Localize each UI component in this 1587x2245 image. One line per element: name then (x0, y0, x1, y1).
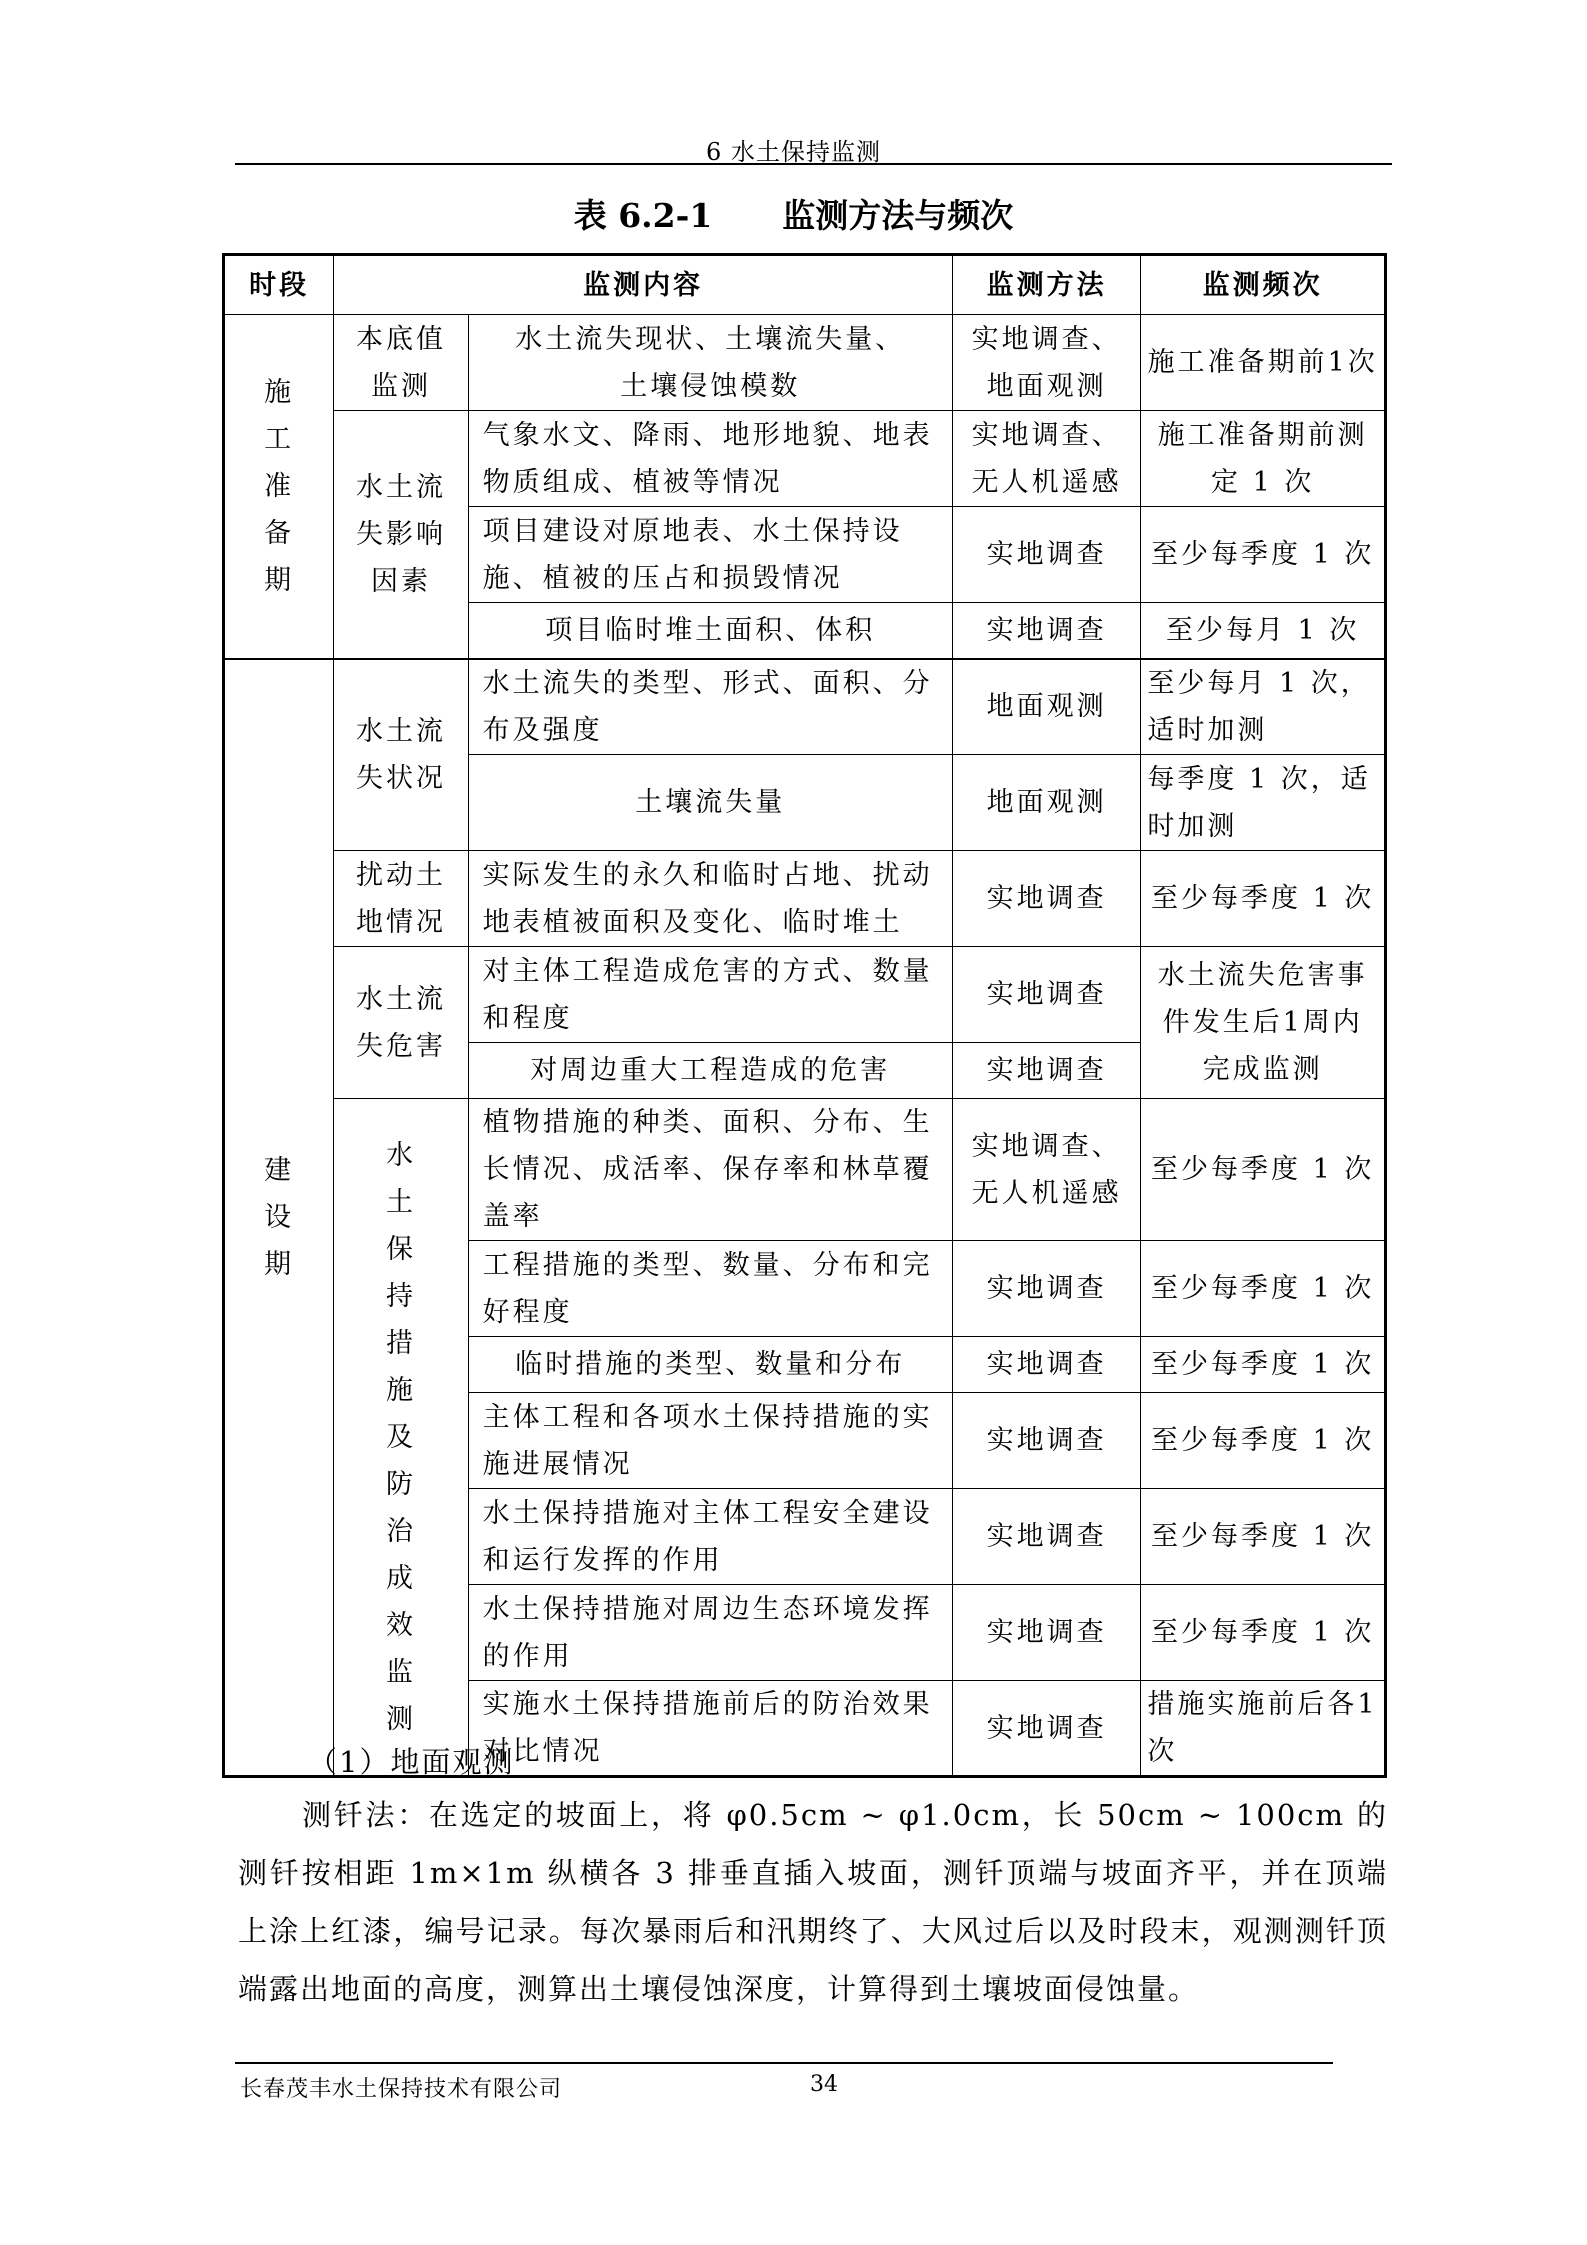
footer-divider (235, 2062, 1333, 2064)
content-cell: 实施水土保持措施前后的防治效果对比情况 (468, 1681, 952, 1777)
header-frequency: 监测频次 (1141, 255, 1386, 315)
category-disturbance: 扰动土地情况 (334, 851, 468, 947)
table-row (224, 1099, 1386, 1241)
frequency-cell: 至少每月 1 次，适时加测 (1141, 659, 1386, 755)
header-content: 监测内容 (334, 255, 953, 315)
category-measures: 水土保持措施及防治成效监测 (334, 1099, 468, 1777)
method-cell: 实地调查、无人机遥感 (952, 1099, 1140, 1241)
frequency-cell: 至少每季度 1 次 (1141, 1585, 1386, 1681)
method-cell: 实地调查 (952, 1489, 1140, 1585)
content-cell: 气象水文、降雨、地形地貌、地表物质组成、植被等情况 (468, 411, 952, 507)
footer-company: 长春茂丰水土保持技术有限公司 (240, 2077, 563, 2102)
frequency-cell: 至少每季度 1 次 (1141, 507, 1386, 603)
header-divider (235, 163, 1392, 165)
table-title (0, 190, 1587, 237)
content-cell: 临时措施的类型、数量和分布 (468, 1337, 952, 1393)
method-cell: 地面观测 (952, 659, 1140, 755)
table-header-row (224, 255, 1386, 315)
category-status: 水土流失状况 (334, 659, 468, 851)
content-cell: 水土保持措施对周边生态环境发挥的作用 (468, 1585, 952, 1681)
method-cell: 实地调查 (952, 851, 1140, 947)
table-row (224, 947, 1386, 1043)
page-number: 34 (810, 2072, 838, 2097)
frequency-cell: 每季度 1 次，适时加测 (1141, 755, 1386, 851)
content-cell: 水土保持措施对主体工程安全建设和运行发挥的作用 (468, 1489, 952, 1585)
frequency-cell: 水土流失危害事件发生后1周内完成监测 (1141, 947, 1386, 1099)
frequency-cell: 施工准备期前测定 1 次 (1141, 411, 1386, 507)
content-cell: 植物措施的种类、面积、分布、生长情况、成活率、保存率和林草覆盖率 (468, 1099, 952, 1241)
method-cell: 实地调查 (952, 1241, 1140, 1337)
header-method: 监测方法 (952, 255, 1140, 315)
method-cell: 地面观测 (952, 755, 1140, 851)
body-paragraph: 测钎法：在选定的坡面上，将 φ0.5cm ~ φ1.0cm，长 50cm ~ 100cm 的测钎按相距 1m×1m 纵横各 3 排垂直插入坡面，测钎顶端与坡面齐平，并在顶端上涂上红漆，编号记录。每次暴雨后和汛期终了、大风过后以及时段末，观测测钎顶端露出地面的高度，测算出土壤侵蚀深度，计算得到土壤坡面侵蚀量。 (238, 1798, 1388, 2006)
page-header-title: 6 水土保持监测 (706, 138, 881, 166)
method-cell: 实地调查 (952, 1681, 1140, 1777)
content-cell: 项目临时堆土面积、体积 (468, 603, 952, 659)
content-cell: 实际发生的永久和临时占地、扰动地表植被面积及变化、临时堆土 (468, 851, 952, 947)
category-factors: 水土流失影响因素 (334, 411, 468, 659)
method-cell: 实地调查 (952, 947, 1140, 1043)
method-cell: 实地调查 (952, 1585, 1140, 1681)
method-cell: 实地调查 (952, 507, 1140, 603)
category-baseline: 本底值监测 (334, 315, 468, 411)
frequency-cell: 至少每季度 1 次 (1141, 1489, 1386, 1585)
period-prep: 施工准备期 (224, 315, 334, 659)
content-cell: 对周边重大工程造成的危害 (468, 1043, 952, 1099)
table-row (224, 851, 1386, 947)
header-period: 时段 (224, 255, 334, 315)
frequency-cell: 施工准备期前1次 (1141, 315, 1386, 411)
frequency-cell: 至少每季度 1 次 (1141, 1241, 1386, 1337)
content-cell: 项目建设对原地表、水土保持设施、植被的压占和损毁情况 (468, 507, 952, 603)
frequency-cell: 至少每月 1 次 (1141, 603, 1386, 659)
content-cell: 对主体工程造成危害的方式、数量和程度 (468, 947, 952, 1043)
method-cell: 实地调查 (952, 603, 1140, 659)
period-build: 建设期 (224, 659, 334, 1777)
method-cell: 实地调查、无人机遥感 (952, 411, 1140, 507)
method-cell: 实地调查 (952, 1043, 1140, 1099)
frequency-cell: 至少每季度 1 次 (1141, 1099, 1386, 1241)
frequency-cell: 措施实施前后各1次 (1141, 1681, 1386, 1777)
table-row (224, 315, 1386, 411)
table-name: 监测方法与频次 (782, 196, 1014, 235)
monitoring-table (222, 253, 1387, 1778)
frequency-cell: 至少每季度 1 次 (1141, 1393, 1386, 1489)
section-heading: （1）地面观测 (308, 1745, 515, 1779)
content-cell: 水土流失现状、土壤流失量、土壤侵蚀模数 (468, 315, 952, 411)
content-cell: 土壤流失量 (468, 755, 952, 851)
table-number: 表 6.2-1 (573, 196, 713, 235)
table-row (224, 659, 1386, 755)
table-row (224, 411, 1386, 507)
method-cell: 实地调查 (952, 1393, 1140, 1489)
content-cell: 主体工程和各项水土保持措施的实施进展情况 (468, 1393, 952, 1489)
content-cell: 工程措施的类型、数量、分布和完好程度 (468, 1241, 952, 1337)
category-hazard: 水土流失危害 (334, 947, 468, 1099)
frequency-cell: 至少每季度 1 次 (1141, 851, 1386, 947)
method-cell: 实地调查、地面观测 (952, 315, 1140, 411)
content-cell: 水土流失的类型、形式、面积、分布及强度 (468, 659, 952, 755)
method-cell: 实地调查 (952, 1337, 1140, 1393)
frequency-cell: 至少每季度 1 次 (1141, 1337, 1386, 1393)
